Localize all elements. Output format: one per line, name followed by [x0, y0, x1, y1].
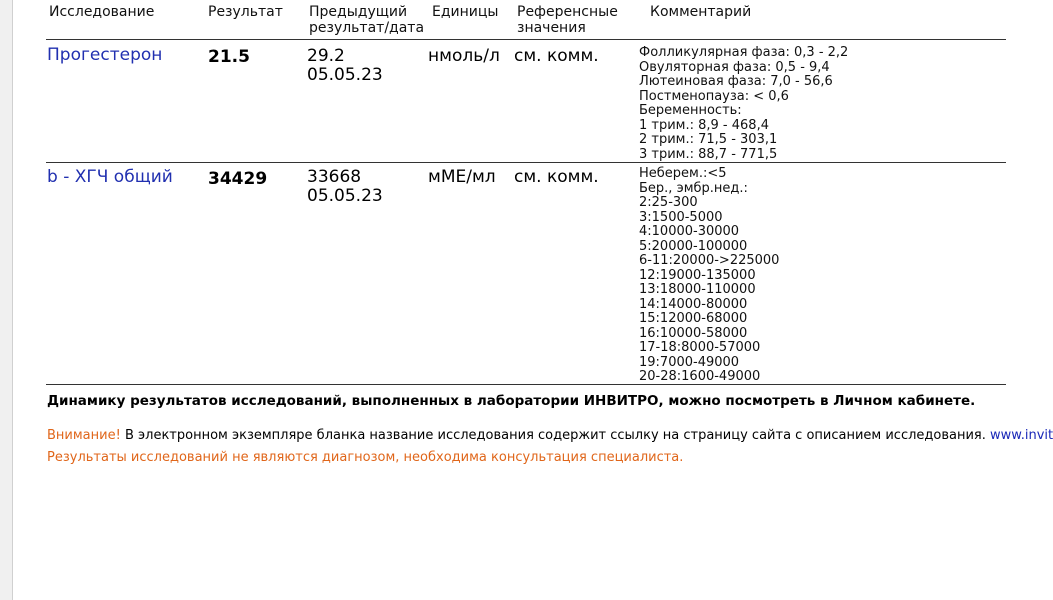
- previous-value: 29.2: [307, 46, 345, 66]
- header-result: Результат: [208, 4, 283, 20]
- lab-results-page: [12, 0, 1053, 600]
- comment-line: Постменопауза: < 0,6: [639, 88, 789, 104]
- comment-line: 17-18:8000-57000: [639, 340, 761, 355]
- result-progesterone: 21.5: [208, 47, 250, 67]
- test-name-hcg[interactable]: b - ХГЧ общий: [47, 167, 173, 187]
- reference-hcg: см. комм.: [514, 167, 599, 187]
- dynamics-note: Динамику результатов исследований, выполненных в лаборатории ИНВИТРО, можно посмотреть в Личном кабинете.: [47, 393, 976, 409]
- comment-line: 5:20000-100000: [639, 238, 748, 254]
- comment-line: Фолликулярная фаза: 0,3 - 2,2: [639, 45, 849, 60]
- header-units: Единицы: [432, 4, 499, 20]
- units-hcg: мМЕ/мл: [428, 167, 496, 187]
- comment-line: 12:19000-135000: [639, 267, 756, 283]
- warning-text: В электронном экземпляре бланка название исследования содержит ссылку на страницу сайта с описанием исследования.: [120, 428, 991, 443]
- comment-line: 3 трим.: 88,7 - 771,5: [639, 146, 778, 162]
- table-bottom-divider: [46, 384, 1006, 385]
- previous-progesterone: [307, 47, 383, 85]
- warning-line: [47, 428, 1053, 443]
- disclaimer-text: Результаты исследований не являются диагнозом, необходима консультация специалиста.: [47, 450, 684, 465]
- header-study: Исследование: [49, 4, 155, 20]
- comment-line: 4:10000-30000: [639, 224, 740, 239]
- header-comment: Комментарий: [650, 4, 752, 20]
- comment-line: 3:1500-5000: [639, 209, 723, 225]
- comment-line: 13:18000-110000: [639, 282, 756, 297]
- result-hcg: 34429: [208, 169, 268, 189]
- header-reference-line2: значения: [517, 20, 586, 36]
- comment-line: Лютеиновая фаза: 7,0 - 56,6: [639, 74, 833, 89]
- previous-date: 05.05.23: [307, 186, 383, 206]
- comment-progesterone: [639, 46, 848, 162]
- website-link[interactable]: www.invit: [990, 428, 1053, 443]
- previous-date: 05.05.23: [307, 65, 383, 85]
- comment-line: 14:14000-80000: [639, 296, 748, 312]
- comment-line: 20-28:1600-49000: [639, 369, 761, 384]
- comment-line: 2:25-300: [639, 195, 698, 210]
- header-reference-line1: Референсные: [517, 4, 618, 20]
- comment-line: 19:7000-49000: [639, 354, 740, 370]
- comment-line: 2 трим.: 71,5 - 303,1: [639, 132, 778, 147]
- header-previous-line1: Предыдущий: [309, 4, 408, 20]
- previous-hcg: [307, 168, 383, 206]
- comment-line: 16:10000-58000: [639, 325, 748, 341]
- comment-line: 6-11:20000->225000: [639, 253, 780, 268]
- comment-hcg: [639, 167, 779, 385]
- comment-line: Неберем.:<5: [639, 166, 727, 181]
- comment-line: Овуляторная фаза: 0,5 - 9,4: [639, 59, 830, 75]
- comment-line: 1 трим.: 8,9 - 468,4: [639, 117, 769, 133]
- row-divider: [46, 162, 1006, 163]
- comment-line: Бер., эмбр.нед.:: [639, 180, 748, 196]
- test-name-progesterone[interactable]: Прогестерон: [47, 45, 163, 65]
- header-previous-line2: результат/дата: [309, 20, 425, 36]
- comment-line: 15:12000-68000: [639, 311, 748, 326]
- reference-progesterone: см. комм.: [514, 46, 599, 66]
- header-previous: [309, 4, 424, 36]
- previous-value: 33668: [307, 167, 362, 187]
- header-divider: [46, 39, 1006, 40]
- comment-line: Беременность:: [639, 103, 742, 118]
- header-reference: [517, 4, 618, 36]
- units-progesterone: нмоль/л: [428, 46, 500, 66]
- warning-label: Внимание!: [47, 428, 121, 443]
